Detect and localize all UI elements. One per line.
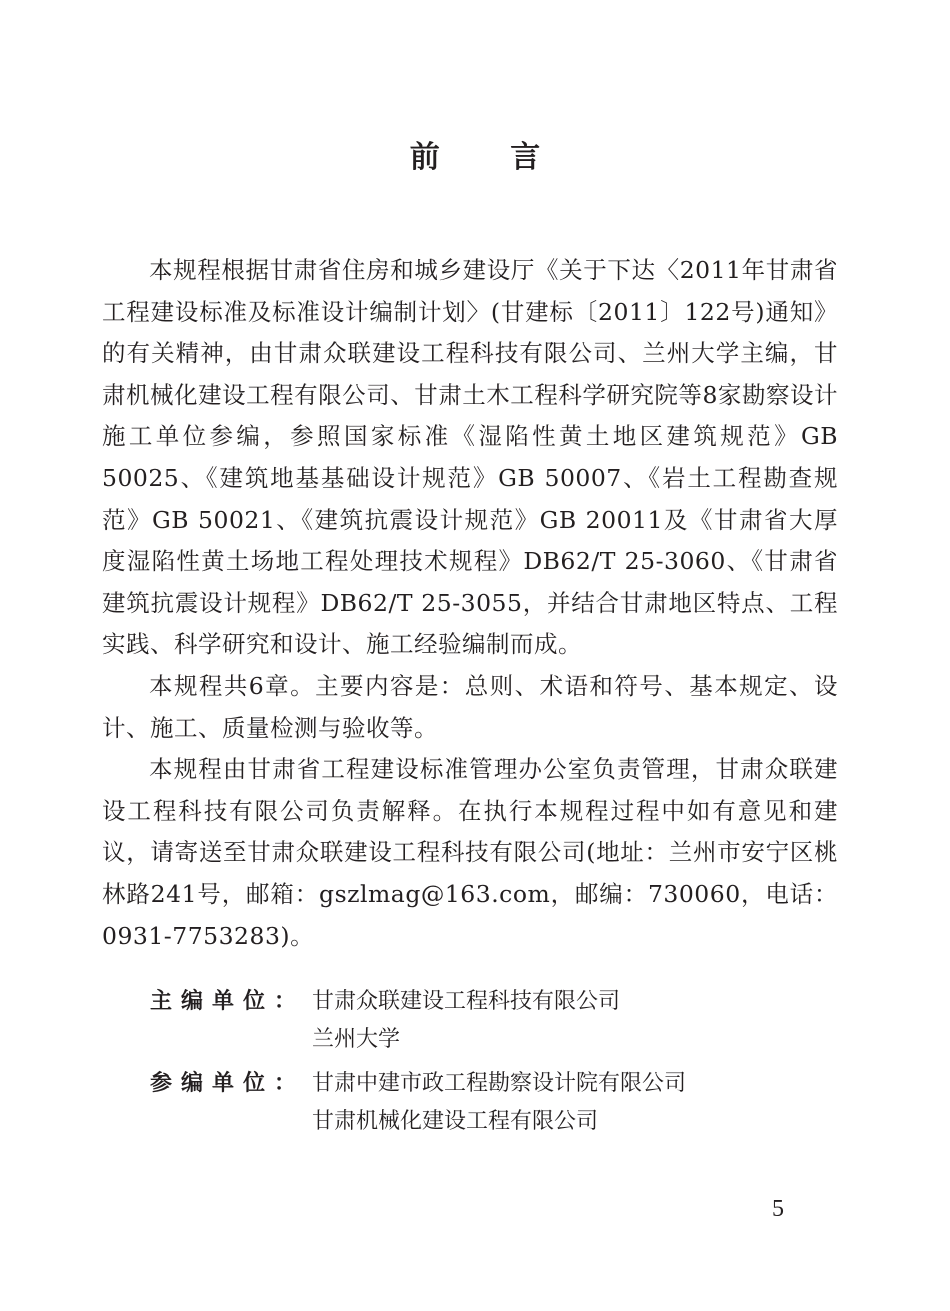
- chief-editors-list: [312, 983, 620, 1059]
- chief-editor-name: 兰州大学: [312, 1027, 401, 1052]
- participating-editors-row: [150, 1065, 850, 1141]
- participating-editor-name: 甘肃中建市政工程勘察设计院有限公司: [312, 1071, 687, 1096]
- chief-editors-row: [150, 983, 850, 1059]
- preface-paragraph-3: 本规程由甘肃省工程建设标准管理办公室负责管理，甘肃众联建设工程科技有限公司负责解释。在执行本规程过程中如有意见和建议，请寄送至甘肃众联建设工程科技有限公司(地址：兰州市安宁区桃林路241号，邮箱：gszlmag@163.com，邮编：730060，电话：0931-7753283)。: [102, 755, 838, 950]
- participating-editors-label: 参编单位：: [150, 1071, 306, 1096]
- preface-paragraph-1: 本规程根据甘肃省住房和城乡建设厅《关于下达〈2011年甘肃省工程建设标准及标准设计编制计划〉(甘建标〔2011〕122号)通知》的有关精神，由甘肃众联建设工程科技有限公司、兰州大学主编，甘肃机械化建设工程有限公司、甘肃土木工程科学研究院等8家勘察设计施工单位参编，参照国家标准《湿陷性黄土地区建筑规范》GB 50025、《建筑地基基础设计规范》GB 50007、《岩土工程勘查规范》GB 50021、《建筑抗震设计规范》GB 20011及《甘肃省大厚度湿陷性黄土场地工程处理技术规程》DB62/T 25-3060、《甘肃省建筑抗震设计规程》DB62/T 25-3055，并结合甘肃地区特点、工程实践、科学研究和设计、施工经验编制而成。: [102, 256, 838, 659]
- chief-editors-label: 主编单位：: [150, 989, 306, 1014]
- preface-body: [102, 250, 838, 957]
- page-number: 5: [772, 1196, 784, 1222]
- preface-paragraph-2: 本规程共6章。主要内容是：总则、术语和符号、基本规定、设计、施工、质量检测与验收等。: [102, 671, 838, 742]
- participating-editors-list: [312, 1065, 686, 1141]
- participating-editor-name: 甘肃机械化建设工程有限公司: [312, 1109, 599, 1134]
- editing-units: [150, 983, 850, 1147]
- page-title: 前 言: [409, 140, 571, 175]
- chief-editor-name: 甘肃众联建设工程科技有限公司: [312, 989, 621, 1014]
